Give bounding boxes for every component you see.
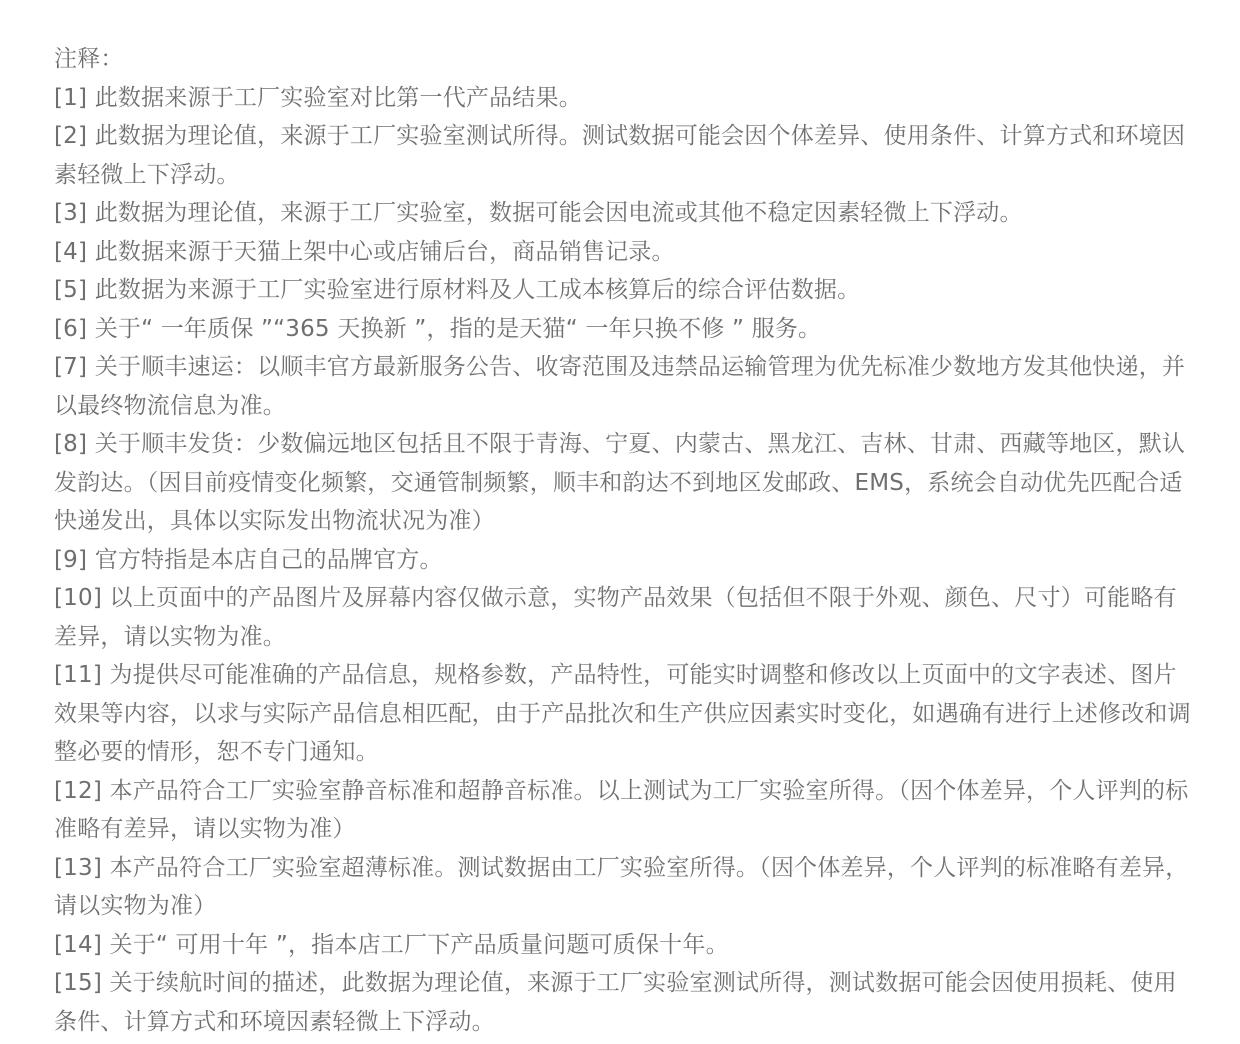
notes-title: 注释： xyxy=(54,46,124,72)
note-item-3: [3] 此数据为理论值，来源于工厂实验室，数据可能会因电流或其他不稳定因素轻微上下浮动。 xyxy=(54,200,1023,226)
note-item-15: [15] 关于续航时间的描述，此数据为理论值，来源于工厂实验室测试所得，测试数据可能会因使用损耗、使用条件、计算方式和环境因素轻微上下浮动。 xyxy=(54,970,1177,1035)
notes-section xyxy=(54,40,1194,1041)
note-item-5: [5] 此数据为来源于工厂实验室进行原材料及人工成本核算后的综合评估数据。 xyxy=(54,277,861,303)
note-item-4: [4] 此数据来源于天猫上架中心或店铺后台，商品销售记录。 xyxy=(54,238,675,265)
note-item-11: [11] 为提供尽可能准确的产品信息，规格参数，产品特性，可能实时调整和修改以上页面中的文字表述、图片效果等内容，以求与实际产品信息相匹配，由于产品批次和生产供应因素实时变化，如遇确有进行上述修改和调整必要的情形，恕不专门通知。 xyxy=(54,662,1191,765)
note-item-9: [9] 官方特指是本店自己的品牌官方。 xyxy=(54,546,443,573)
note-item-7: [7] 关于顺丰速运：以顺丰官方最新服务公告、收寄范围及违禁品运输管理为优先标准少数地方发其他快递，并以最终物流信息为准。 xyxy=(54,354,1186,419)
note-item-13: [13] 本产品符合工厂实验室超薄标准。测试数据由工厂实验室所得。（因个体差异，个人评判的标准略有差异，请以实物为准） xyxy=(54,854,1189,919)
note-item-2: [2] 此数据为理论值，来源于工厂实验室测试所得。测试数据可能会因个体差异、使用条件、计算方式和环境因素轻微上下浮动。 xyxy=(54,123,1186,188)
note-item-10: [10] 以上页面中的产品图片及屏幕内容仅做示意，实物产品效果（包括但不限于外观、颜色、尺寸）可能略有差异，请以实物为准。 xyxy=(54,585,1177,650)
note-item-14: [14] 关于“ 可用十年 ”，指本店工厂下产品质量问题可质保十年。 xyxy=(54,931,729,958)
note-item-1: [1] 此数据来源于工厂实验室对比第一代产品结果。 xyxy=(54,84,582,111)
note-item-6: [6] 关于“ 一年质保 ”“365 天换新 ”，指的是天猫“ 一年只换不修 ” 服务。 xyxy=(54,315,822,342)
note-item-8: [8] 关于顺丰发货：少数偏远地区包括且不限于青海、宁夏、内蒙古、黑龙江、吉林、甘肃、西藏等地区，默认发韵达。（因目前疫情变化频繁，交通管制频繁，顺丰和韵达不到地区发邮政、EMS，系统会自动优先匹配合适快递发出，具体以实际发出物流状况为准） xyxy=(54,431,1186,534)
note-item-12: [12] 本产品符合工厂实验室静音标准和超静音标准。以上测试为工厂实验室所得。（因个体差异，个人评判的标准略有差异，请以实物为准） xyxy=(54,777,1189,842)
